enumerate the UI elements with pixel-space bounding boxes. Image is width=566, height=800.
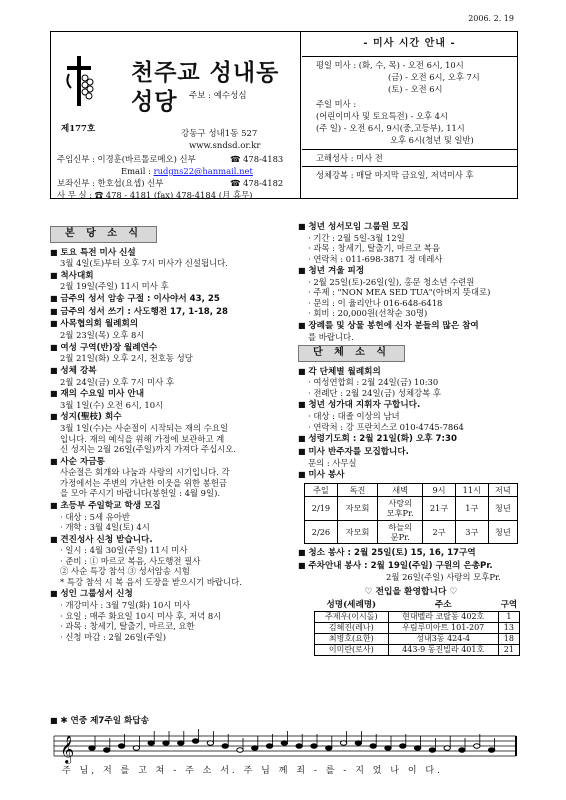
note-head bbox=[429, 748, 435, 753]
parking-service-2: 2월 26일(주일) 사랑의 모후Pr. bbox=[386, 571, 501, 582]
note-head bbox=[163, 741, 169, 746]
table-cell: 2/26 bbox=[305, 520, 338, 544]
table-body bbox=[305, 497, 518, 544]
parish-news-item-title: ■ 재의 수요일 미사 안내 bbox=[50, 389, 288, 400]
weekday-mass-2: (금) - 오전 6시, 오후 7시 bbox=[388, 72, 480, 82]
note-head bbox=[266, 744, 272, 749]
email-label: Email : bbox=[121, 166, 154, 176]
table-cell: 443-9 동진빌라 401호 bbox=[388, 644, 498, 655]
parish-news-item-line: 3월 4일(토)부터 오후 7시 미사가 신설됩니다. bbox=[60, 258, 228, 269]
parish-news-item-title: ■ 성인 그룹성서 신청 bbox=[50, 589, 288, 600]
parish-news-item-line: · 요일 : 매주 화요일 10시 미사 후, 저녁 8시 bbox=[60, 610, 222, 621]
note-head bbox=[385, 746, 391, 751]
youth-news-item-line: · 과목 : 창세기, 탈출기, 마르코 복음 bbox=[308, 243, 440, 254]
parish-news-item-title: ■ 초등부 주일학교 학생 모집 bbox=[50, 501, 288, 512]
email-line bbox=[121, 166, 253, 177]
parish-news-item-line: 2월 19일(주일) 11시 미사 후 bbox=[60, 281, 169, 292]
org-news-item-title: ■ 성령기도회 : 2월 21일(화) 오후 7:30 bbox=[298, 434, 524, 445]
parish-news-item-line: 신 성지는 2월 26일(주일)까지 가져다 주십시오. bbox=[60, 444, 237, 455]
parish-news-item-line: · 과목 : 창세기, 탈출기, 마르코, 요한 bbox=[60, 621, 195, 632]
transfer-table bbox=[314, 600, 520, 656]
parish-news-item-line: * 특강 참석 시 복 음서 도장을 받으시기 바랍니다. bbox=[60, 576, 242, 587]
table-cell: 이미란(로사) bbox=[315, 644, 389, 655]
divider bbox=[302, 149, 517, 150]
note-head bbox=[326, 746, 332, 751]
youth-news-list bbox=[298, 222, 524, 342]
sunday-mass-2: (주 일) - 오전 6시, 9시(중,고등부), 11시 bbox=[316, 123, 465, 133]
table-header-cell: 독진 bbox=[337, 483, 377, 496]
mass-service-table bbox=[304, 483, 518, 544]
church-website[interactable]: www.sndsd.or.kr bbox=[189, 141, 261, 151]
note-head bbox=[207, 741, 213, 746]
youth-news-item-line: · 회비 : 20,000원(선착순 30명) bbox=[308, 308, 428, 319]
org-news-item-line: · 전례단 : 2월 24일(금) 성체강복 후 bbox=[308, 387, 441, 398]
parish-news-item-line: · 준비 : ① 마르코 복음, 사도행전 필사 bbox=[60, 555, 201, 566]
parish-news-item-line: 2월 23일(목) 오후 8시 bbox=[60, 330, 145, 341]
parish-news-heading: 본 당 소 식 bbox=[50, 226, 157, 243]
youth-news-item-line: · 기간 : 2월 5일-3월 12일 bbox=[308, 232, 405, 243]
youth-news-item-line: 를 바랍니다. bbox=[308, 331, 354, 342]
parish-news-item-line: 입니다. 재의 예식을 위해 가정에 보관하고 계 bbox=[60, 433, 225, 444]
note-head bbox=[178, 741, 184, 746]
parish-news-item-line: · 개강미사 : 3월 7일(화) 10시 미사 bbox=[60, 600, 191, 611]
note-head bbox=[281, 741, 287, 746]
table-cell: 현대벨라 코랄동 402호 bbox=[388, 611, 498, 622]
note-head bbox=[296, 744, 302, 749]
parish-news-item-line: · 일시 : 4월 30일(주일) 11시 미사 bbox=[60, 545, 188, 556]
table-row bbox=[315, 644, 520, 655]
divider bbox=[302, 56, 517, 57]
right-column bbox=[298, 220, 524, 656]
treble-clef-icon: 𝄞 bbox=[60, 735, 75, 763]
note-head bbox=[148, 741, 154, 746]
note-head bbox=[400, 744, 406, 749]
table-header-cell: 9시 bbox=[423, 483, 456, 496]
youth-news-item-title: ■ 청년 겨울 피정 bbox=[298, 266, 524, 277]
transfer-title: ♡ 전입을 환영합니다 ♡ bbox=[364, 587, 458, 598]
mass-schedule-title: - 미사 시간 안내 - bbox=[363, 38, 456, 49]
table-cell: 청년 bbox=[488, 520, 517, 544]
parish-news-list bbox=[50, 248, 288, 643]
table-row bbox=[315, 633, 520, 644]
table-cell: 18 bbox=[498, 633, 519, 644]
table-row bbox=[305, 520, 518, 544]
org-news-item-line: · 대상 : 대졸 이상의 남녀 bbox=[308, 411, 400, 422]
table-header-row bbox=[305, 483, 518, 496]
table-cell: 1구 bbox=[455, 497, 488, 521]
cleaning-service: ■ 청소 봉사 : 2월 25일(토) 15, 16, 17구역 bbox=[298, 548, 524, 559]
pastor-line bbox=[57, 154, 284, 165]
table-cell: 김혜진(레나) bbox=[315, 622, 389, 633]
parish-news-item-title: ■ 사순 자금통 bbox=[50, 457, 288, 468]
pastor-name: 주임신부 : 이경훈(바르톨로메오) 신부 bbox=[57, 154, 196, 164]
parish-news-column bbox=[50, 226, 288, 642]
table-header-cell: 주일 bbox=[305, 483, 338, 496]
org-news-item-title: ■ 청년 성가대 지휘자 구합니다. bbox=[298, 400, 524, 411]
note-head bbox=[459, 748, 465, 753]
org-news-item-title: ■ 미사 봉사 bbox=[298, 470, 524, 481]
table-header-cell: 주소 bbox=[434, 600, 452, 611]
parish-news-item-title: ■ 성지(聖枝) 회수 bbox=[50, 412, 288, 423]
table-cell: 하늘의 문Pr. bbox=[378, 520, 423, 544]
parish-news-item-line: 사순절은 회개와 나눔과 사랑의 시기입니다. 각 bbox=[60, 467, 230, 478]
table-cell: 청년 bbox=[488, 497, 517, 521]
table-cell: 21구 bbox=[423, 497, 456, 521]
sunday-mass-label: 주일 미사 : bbox=[316, 99, 357, 109]
youth-news-item-title: ■ 청년 성서모임 그룹원 모집 bbox=[298, 222, 524, 233]
assistant-line bbox=[57, 178, 284, 189]
note-head bbox=[488, 748, 494, 753]
psalm-title: ■ ✱ 연중 제7주일 화답송 bbox=[50, 716, 518, 727]
weekday-mass-3: (토) - 오전 6시 bbox=[388, 84, 443, 94]
church-address: 강동구 성내1동 527 bbox=[181, 129, 258, 139]
org-news-item-line: · 연락처 : 강 프란치스코 010-4745-7864 bbox=[308, 421, 464, 432]
parish-news-item-line: ② 사순 특강 참석 ③ 성서암송 시험 bbox=[60, 566, 190, 577]
parish-news-item-line: 2월 24일(금) 오후 7시 미사 후 bbox=[60, 376, 174, 387]
email-link[interactable]: rudgns22@hanmail.net bbox=[153, 166, 253, 176]
note-head bbox=[444, 746, 450, 751]
parish-news-item-title: ■ 사목협의회 월례회의 bbox=[50, 319, 288, 330]
table-cell: 2/19 bbox=[305, 497, 338, 521]
pastor-phone: ☎ 478-4183 bbox=[230, 154, 284, 164]
assistant-phone: ☎ 478-4182 bbox=[230, 178, 284, 188]
table-cell: 21 bbox=[498, 644, 519, 655]
note-head bbox=[474, 744, 480, 749]
assistant-name: 보좌신부 : 한호섭(요셉) 신부 bbox=[57, 178, 164, 188]
parish-news-item-line: 2월 21일(화) 오후 2시, 천호동 성당 bbox=[60, 353, 193, 364]
bulletin-header bbox=[50, 31, 518, 199]
table-cell: 사랑의 모후Pr. bbox=[378, 497, 423, 521]
table-cell: 13 bbox=[498, 622, 519, 633]
sunday-mass-3: 오후 6시(청년 및 일반) bbox=[390, 135, 474, 145]
church-info-panel bbox=[51, 32, 301, 198]
table-cell: 최병호(요한) bbox=[315, 633, 389, 644]
parish-news-item-title: ■ 여성 구역(반)장 월례연수 bbox=[50, 343, 288, 354]
note-head bbox=[89, 746, 95, 751]
parish-news-item-line: 3월 1일(수)는 사순절이 시작되는 재의 수요일 bbox=[60, 423, 229, 434]
table-cell: 우림루미아트 101-207 bbox=[388, 622, 498, 633]
parish-news-item-line: 가정에서는 주변의 가난한 이웃을 위한 봉헌금 bbox=[60, 477, 228, 488]
table-cell: 자모회 bbox=[337, 497, 377, 521]
psalm-lyrics: 주 님, 저 를 고 쳐 - 주 소 서. 주 님 께 죄 - 를 - 지 었 나 이 다. bbox=[62, 766, 443, 776]
org-news-item-line: · 여성연합회 : 2월 24일(금) 10:30 bbox=[308, 377, 439, 388]
table-header-cell: 11시 bbox=[455, 483, 488, 496]
note-head bbox=[370, 744, 376, 749]
issue-date: 2006. 2. 19 bbox=[468, 14, 514, 23]
note-head bbox=[104, 748, 110, 753]
divider bbox=[302, 166, 517, 167]
office-line: 사 무 실 : ☎ 478 - 4181 (fax) 478-4184 (月 휴무) bbox=[57, 190, 253, 200]
table-header-cell: 저녁 bbox=[488, 483, 517, 496]
church-name: 천주교 성내동 성당 bbox=[131, 60, 280, 115]
note-head bbox=[192, 739, 198, 744]
table-cell: 성내3동 424-4 bbox=[388, 633, 498, 644]
parish-news-item-title: ■ 금주의 성서 암송 구절 : 이사야서 43, 25 bbox=[50, 294, 288, 305]
issue-number: 제177호 bbox=[61, 124, 96, 134]
note-head bbox=[222, 744, 228, 749]
youth-news-item-title: ■ 장례를 및 상물 봉헌에 신자 분들의 많은 참여 bbox=[298, 321, 524, 332]
note-head bbox=[340, 741, 346, 746]
adoration-info: 성체강복 : 매달 마지막 금요일, 저녁미사 후 bbox=[316, 170, 474, 180]
org-news-item-title: ■ 미사 반주자를 모집합니다. bbox=[298, 447, 524, 458]
parish-news-item-title: ■ 성체 강복 bbox=[50, 366, 288, 377]
parking-service: ■ 주차안내 봉사 : 2월 19일(주일) 구원의 은총Pr. bbox=[298, 561, 524, 572]
youth-news-item-line: · 문의 : 이 율리안나 016-648-6418 bbox=[308, 297, 443, 308]
mass-schedule-panel bbox=[302, 32, 517, 198]
parish-news-item-line: 을 모아 주시기 바랍니다(봉헌일 : 4월 9일). bbox=[60, 488, 221, 499]
note-head bbox=[118, 744, 124, 749]
parish-news-item-title: ■ 척사대회 bbox=[50, 271, 288, 282]
table-header-cell: 새벽 bbox=[378, 483, 423, 496]
parish-news-item-line: · 개학 : 3월 4일(토) 4시 bbox=[60, 522, 150, 533]
table-row bbox=[315, 611, 520, 622]
org-news-item-title: ■ 각 단체별 월례회의 bbox=[298, 367, 524, 378]
table-cell: 주제우(이시돌) bbox=[315, 611, 389, 622]
patron-saint: 주보 : 예수성심 bbox=[189, 91, 247, 101]
parish-news-item-line: · 대상 : 5세 유아반 bbox=[60, 511, 131, 522]
table-header-row bbox=[315, 600, 520, 611]
org-news-list bbox=[298, 367, 524, 481]
sunday-mass-1: (어린이미사 및 토요특전) - 오후 4시 bbox=[316, 111, 448, 121]
note-head bbox=[311, 744, 317, 749]
table-header-cell: 구역 bbox=[500, 600, 518, 611]
table-cell: 자모회 bbox=[337, 520, 377, 544]
parish-news-item-title: ■ 견진성사 신청 받습니다. bbox=[50, 535, 288, 546]
table-cell: 1 bbox=[498, 611, 519, 622]
note-head bbox=[414, 746, 420, 751]
youth-news-item-line: · 주제 : "NON MEA SED TUA"(아버지 뜻대로) bbox=[308, 287, 491, 298]
note-head bbox=[252, 746, 258, 751]
table-cell: 2구 bbox=[423, 520, 456, 544]
parish-news-item-title: ■ 금주의 성서 쓰기 : 사도행전 17, 1-18, 28 bbox=[50, 307, 288, 318]
youth-news-item-line: · 2월 25일(토)-26일(일), 홍문 청소년 수련원 bbox=[308, 276, 475, 287]
org-news-item-line: 문의 : 사무실 bbox=[308, 457, 357, 468]
note-head bbox=[133, 746, 139, 751]
confession-info: 고해성사 : 미사 전 bbox=[316, 153, 383, 163]
table-cell: 3구 bbox=[455, 520, 488, 544]
table-row bbox=[305, 497, 518, 521]
table-row bbox=[315, 622, 520, 633]
note-head bbox=[237, 748, 243, 753]
cross-grapes-logo-icon bbox=[63, 52, 97, 112]
parish-news-item-title: ■ 토요 특전 미사 신설 bbox=[50, 248, 288, 259]
note-head bbox=[355, 741, 361, 746]
weekday-mass-1: 평일 미사 : (화, 수, 목) - 오전 6시, 10시 bbox=[316, 60, 464, 70]
parish-news-item-line: 3월 1일(수) 오전 6시, 10시 bbox=[60, 399, 164, 410]
table-header-cell: 성명(세례명) bbox=[326, 600, 377, 611]
youth-news-item-line: · 연락처 : 011-698-3871 정 데레사 bbox=[308, 253, 443, 264]
org-news-heading: 단 체 소 식 bbox=[298, 345, 405, 362]
parish-news-item-line: · 신청 마감 : 2월 26일(주일) bbox=[60, 631, 167, 642]
music-staff bbox=[50, 726, 518, 766]
table-body bbox=[315, 611, 520, 655]
